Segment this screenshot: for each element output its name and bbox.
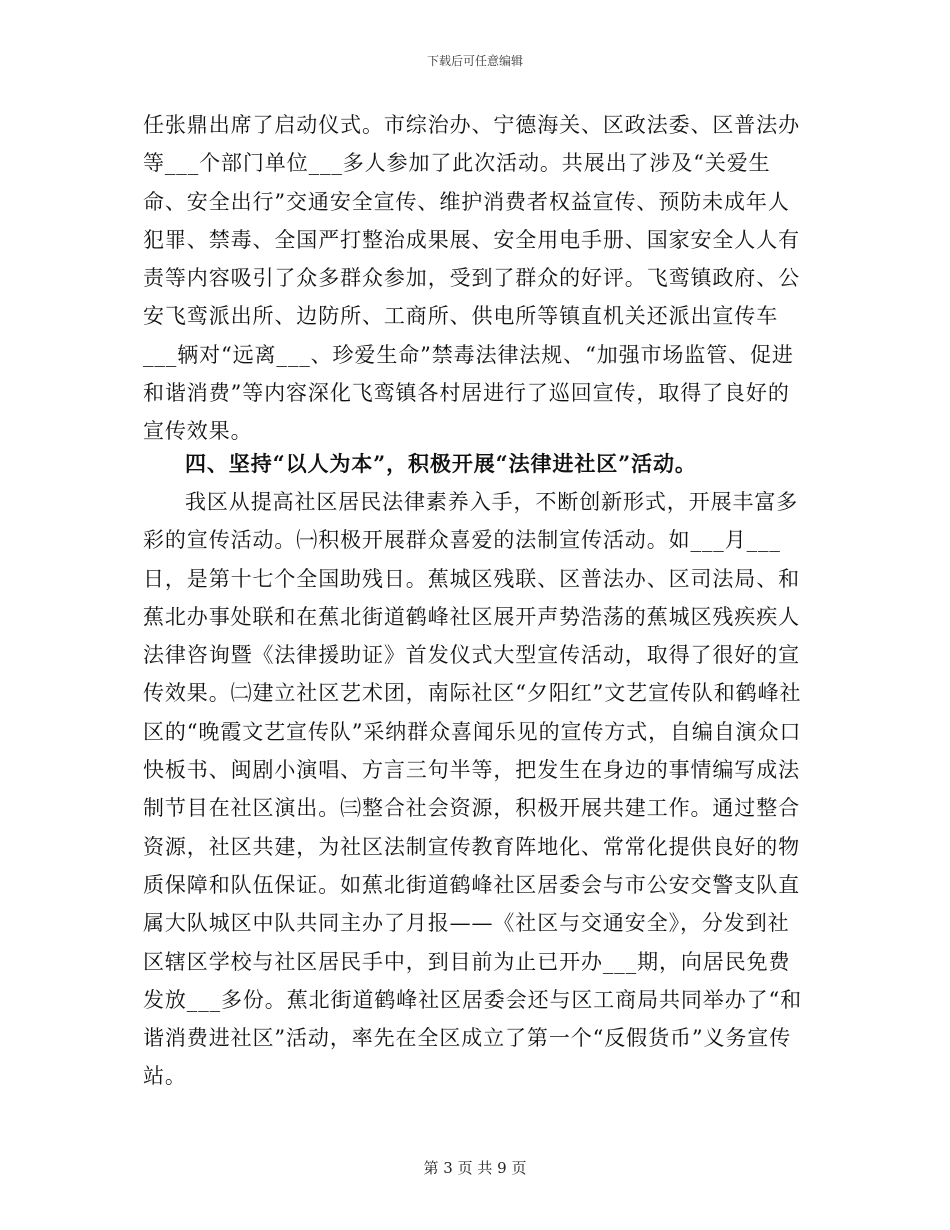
body-paragraph-1: 任张鼎出席了启动仪式。市综治办、宁德海关、区政法委、区普法办等___个部门单位___多人参加了此次活动。共展出了涉及“关爱生命、安全出行”交通安全宣传、维护消费者权益宣传、预防未成年人犯罪、禁毒、全国严打整治成果展、安全用电手册、国家安全人人有责等内容吸引了众多群众参加，受到了群众的好评。飞鸾镇政府、公安飞鸾派出所、边防所、工商所、供电所等镇直机关还派出宣传车___辆对“远离___、珍爱生命”禁毒法律法规、“加强市场监管、促进和谐消费”等内容深化飞鸾镇各村居进行了巡回宣传，取得了良好的宣传效果。 [143, 113, 800, 444]
body-paragraph-2: 我区从提高社区居民法律素养入手，不断创新形式，开展丰富多彩的宣传活动。㈠积极开展群众喜爱的法制宣传活动。如___月___日，是第十七个全国助残日。蕉城区残联、区普法办、区司法局、和蕉北办事处联和在蕉北街道鹤峰社区展开声势浩荡的蕉城区残疾疾人法律咨询暨《法律援助证》首发仪式大型宣传活动，取得了很好的宣传效果。㈡建立社区艺术团，南际社区“夕阳红”文艺宣传队和鹤峰社区的“晚霞文艺宣传队”采纳群众喜闻乐见的宣传方式，自编自演众口快板书、闽剧小演唱、方言三句半等，把发生在身边的事情编写成法制节目在社区演出。㈢整合社会资源，积极开展共建工作。通过整合资源，社区共建，为社区法制宣传教育阵地化、常常化提供良好的物质保障和队伍保证。如蕉北街道鹤峰社区居委会与市公安交警支队直属大队城区中队共同主办了月报——《社区与交通安全》，分发到社区辖区学校与社区居民手中，到目前为止已开办___期，向居民免费发放___多份。蕉北街道鹤峰社区居委会还与区工商局共同举办了“和谐消费进社区”活动，率先在全区成立了第一个“反假货币”义务宣传站。 [143, 490, 803, 1089]
page-number: 第 3 页 共 9 页 [423, 1159, 527, 1177]
page-header-note: 下载后可任意编辑 [426, 54, 523, 68]
section-heading: 四、坚持“以人为本”，积极开展“法律进社区”活动。 [185, 451, 697, 476]
